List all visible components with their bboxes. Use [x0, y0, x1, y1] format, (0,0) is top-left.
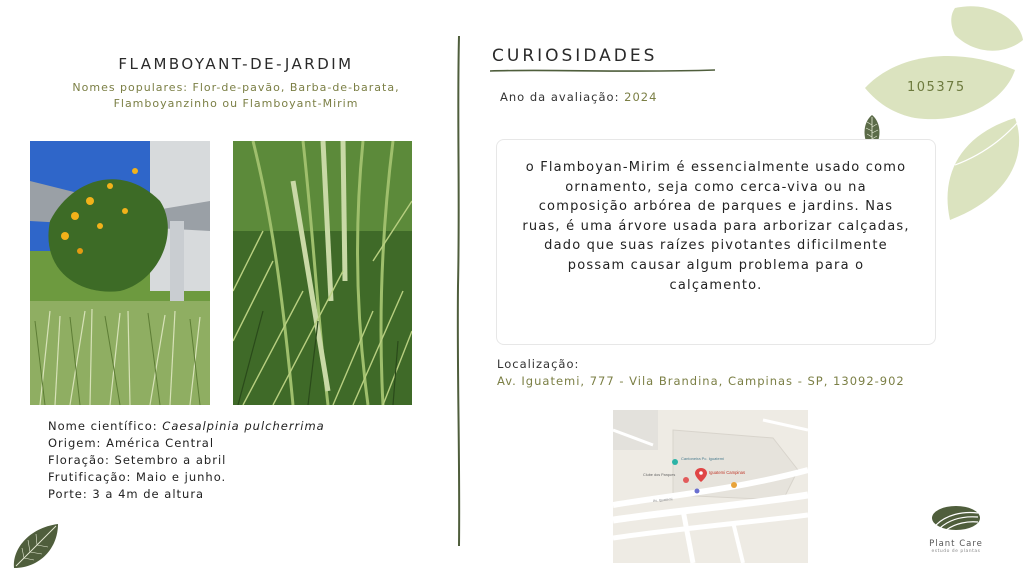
curiosities-line: ornamento, seja como cerca-viva ou na	[565, 179, 867, 195]
curiosities-text	[507, 158, 925, 295]
evaluation-year-label: Ano da avaliação:	[500, 90, 625, 104]
map-place-1: Cantoneira Pc. Iguatemi	[681, 456, 724, 461]
plant-code: 105375	[907, 80, 966, 95]
map-thumbnail[interactable]	[613, 410, 808, 563]
plant-care-logo	[922, 503, 990, 554]
decorative-leaf-bottom-left	[10, 520, 62, 572]
flowering-shrub-photo	[30, 141, 210, 405]
evaluation-year-value: 2024	[624, 90, 658, 104]
curiosities-line: o Flamboyan-Mirim é essencialmente usado como	[525, 160, 907, 175]
scientific-name	[48, 418, 325, 435]
brand-name: Plant Care	[929, 539, 983, 549]
location-address: Av. Iguatemi, 777 - Vila Brandina, Campinas - SP, 13092-902	[497, 374, 905, 388]
size: Porte: 3 a 4m de altura	[48, 487, 205, 501]
brand-tagline: estudo de plantas	[931, 549, 981, 554]
curiosities-line: possam causar algum problema para o	[567, 257, 865, 273]
scientific-name-label: Nome científico:	[48, 419, 163, 433]
curiosities-line: ruas, é uma árvore usada para arborizar calçadas,	[522, 218, 910, 234]
plant-title: FLAMBOYANT-DE-JARDIM	[118, 55, 354, 73]
evaluation-year	[500, 90, 657, 104]
popular-names	[50, 80, 422, 112]
map-pin-label: Iguatemi Campinas	[709, 470, 746, 475]
map-road-label: Av. Iguatemi	[652, 497, 673, 503]
popular-names-line1: Nomes populares: Flor-de-pavão, Barba-de-barata,	[72, 81, 400, 94]
vertical-divider	[455, 36, 463, 546]
curiosities-line: calçamento.	[669, 277, 763, 293]
curiosities-card	[496, 139, 936, 345]
popular-names-line2: Flamboyanzinho ou Flamboyant-Mirim	[113, 97, 359, 110]
origin: Origem: América Central	[48, 436, 215, 450]
plant-care-leaf-icon	[930, 503, 982, 533]
flowering: Floração: Setembro a abril	[48, 453, 227, 467]
scientific-name-value: Caesalpinia pulcherrima	[162, 419, 325, 433]
map-place-2: Clube dos Parques	[643, 473, 676, 477]
shrub-stems-closeup-photo	[233, 141, 412, 405]
curiosities-line: composição arbórea de parques e jardins. Nas	[538, 199, 894, 215]
curiosities-line: dado que suas raízes pivotantes dificilmente	[544, 238, 888, 254]
location-label: Localização:	[497, 357, 580, 371]
curiosities-title: CURIOSIDADES	[492, 46, 658, 66]
fruiting: Frutificação: Maio e junho.	[48, 470, 227, 484]
plant-facts	[48, 418, 325, 503]
title-underline	[490, 68, 715, 74]
